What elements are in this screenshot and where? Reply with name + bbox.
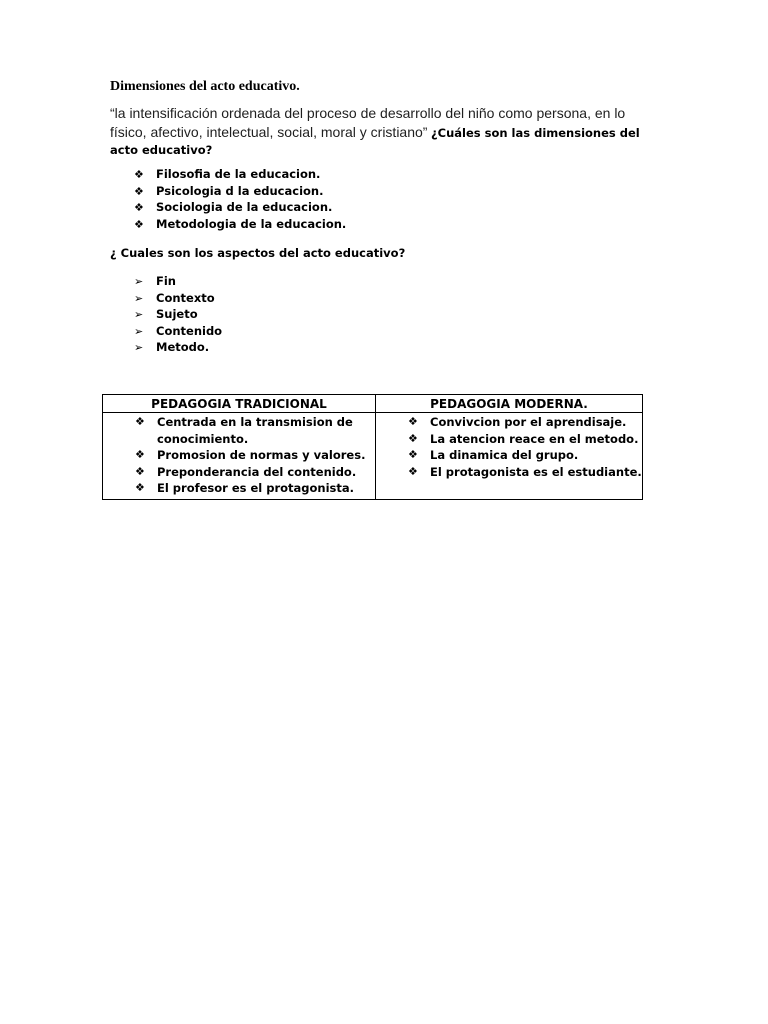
list-item — [135, 447, 375, 464]
arrow-bullet-icon: ➢ — [134, 291, 144, 305]
cell-moderna — [376, 413, 643, 500]
list-item — [408, 431, 642, 448]
list-item — [134, 183, 346, 200]
diamond-bullet-icon: ❖ — [135, 415, 145, 428]
moderna-list — [376, 414, 642, 480]
list-item-label: Metodologia de la educacion. — [156, 216, 347, 231]
list-item — [135, 480, 375, 497]
diamond-bullet-icon: ❖ — [134, 217, 144, 231]
list-item — [408, 447, 642, 464]
list-item-label: Sociologia de la educacion. — [156, 200, 333, 214]
list-item — [134, 273, 222, 290]
list-item-label: Preponderancia del contenido. — [157, 464, 357, 479]
list-item-label: El profesor es el protagonista. — [157, 481, 355, 495]
diamond-bullet-icon: ❖ — [408, 448, 418, 461]
list-item-label: Convivcion por el aprendisaje. — [430, 415, 627, 429]
list-item — [134, 216, 346, 233]
table-header-row — [103, 395, 643, 413]
list-item — [134, 166, 346, 183]
list-item — [135, 414, 375, 447]
list-item-label: Fin — [156, 274, 176, 288]
diamond-bullet-icon: ❖ — [135, 464, 145, 478]
diamond-bullet-icon: ❖ — [408, 431, 418, 445]
list-item-label: La atencion reace en el metodo. — [430, 431, 639, 446]
list-item — [134, 199, 346, 216]
dimensions-question: ¿Cuáles son las dimensiones del acto educativo? — [110, 125, 640, 157]
list-item-label: Psicologia d la educacion. — [156, 183, 324, 198]
aspects-list — [134, 273, 222, 356]
list-item — [135, 464, 375, 481]
document-heading: Dimensiones del acto educativo. — [110, 79, 300, 94]
list-item-label: Contenido — [156, 323, 223, 338]
arrow-bullet-icon: ➢ — [134, 275, 144, 288]
diamond-bullet-icon: ❖ — [408, 415, 418, 428]
list-item-label: Metodo. — [156, 340, 210, 354]
tradicional-list — [103, 414, 375, 497]
arrow-bullet-icon: ➢ — [134, 341, 144, 354]
table-row — [103, 413, 643, 500]
diamond-bullet-icon: ❖ — [408, 464, 418, 478]
list-item-label: Centrada en la transmision de conocimiento. — [157, 415, 353, 446]
list-item-label: El protagonista es el estudiante. — [430, 464, 642, 479]
list-item-label: Sujeto — [156, 307, 198, 321]
cell-tradicional — [103, 413, 376, 500]
diamond-bullet-icon: ❖ — [135, 481, 145, 494]
pedagogy-comparison-table — [102, 394, 643, 500]
intro-quote: “la intensificación ordenada del proceso de desarrollo del niño como persona, en lo físico, afectivo, intelectual, social, moral y cristiano” — [110, 105, 626, 140]
list-item-label: Filosofia de la educacion. — [156, 167, 321, 181]
header-tradicional: PEDAGOGIA TRADICIONAL — [103, 395, 376, 413]
diamond-bullet-icon: ❖ — [135, 448, 145, 461]
diamond-bullet-icon: ❖ — [134, 184, 144, 198]
list-item-label: La dinamica del grupo. — [430, 448, 579, 462]
list-item — [134, 306, 222, 323]
list-item — [408, 464, 642, 481]
arrow-bullet-icon: ➢ — [134, 308, 144, 321]
intro-paragraph — [110, 105, 660, 160]
header-moderna: PEDAGOGIA MODERNA. — [376, 395, 643, 413]
list-item — [134, 323, 222, 340]
diamond-bullet-icon: ❖ — [134, 201, 144, 214]
list-item — [134, 339, 222, 356]
list-item-label: Contexto — [156, 290, 215, 305]
dimensions-list — [134, 166, 346, 232]
aspects-question: ¿ Cuales son los aspectos del acto educativo? — [110, 246, 406, 260]
list-item-label: Promosion de normas y valores. — [157, 448, 366, 462]
diamond-bullet-icon: ❖ — [134, 168, 144, 181]
arrow-bullet-icon: ➢ — [134, 324, 144, 338]
list-item — [134, 290, 222, 307]
list-item — [408, 414, 642, 431]
